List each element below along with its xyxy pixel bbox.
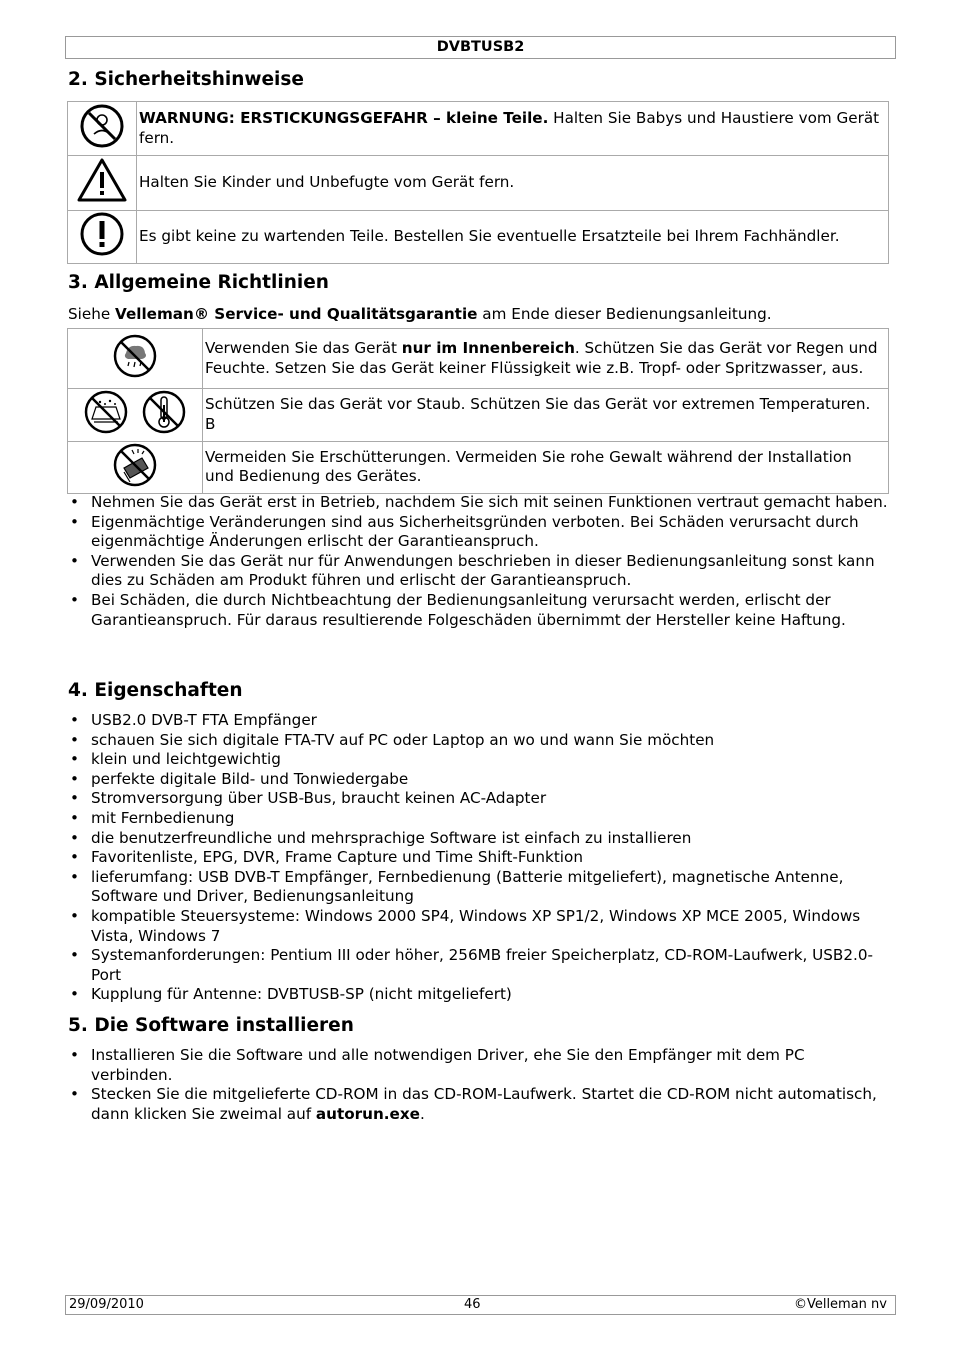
safety-table (67, 101, 889, 264)
no-extreme-temperature-icon (144, 392, 184, 432)
safety-text: Es gibt keine zu wartenden Teile. Bestellen Sie eventuelle Ersatzteile bei Ihrem Fachhändler. (137, 211, 889, 264)
list-item: • perfekte digitale Bild- und Tonwiedergabe (68, 770, 890, 790)
autorun-filename: autorun.exe (315, 1104, 420, 1123)
no-dust-icon (86, 392, 126, 432)
list-item: • Stecken Sie die mitgelieferte CD-ROM in das CD-ROM-Laufwerk. Startet die CD-ROM nicht automatisch, dann klicken Sie zweimal auf autorun.exe. (68, 1085, 890, 1124)
general-row (68, 441, 889, 494)
document-header (65, 36, 896, 59)
list-item: • Installieren Sie die Software und alle notwendigen Driver, ehe Sie den Empfänger mit dem PC verbinden. (68, 1046, 890, 1085)
footer-date: 29/09/2010 (69, 1297, 144, 1312)
general-bullet-list (68, 493, 890, 630)
general-row (68, 329, 889, 389)
safety-row (68, 102, 889, 156)
no-shock-icon (68, 441, 203, 494)
list-item: • Stromversorgung über USB-Bus, braucht keinen AC-Adapter (68, 789, 890, 809)
safety-text: Halten Sie Kinder und Unbefugte vom Gerät fern. (137, 156, 889, 211)
document-footer (65, 1295, 896, 1315)
dust-temperature-icons (68, 389, 203, 442)
general-row (68, 389, 889, 442)
list-item: • Kupplung für Antenne: DVBTUSB-SP (nicht mitgeliefert) (68, 985, 890, 1005)
page-number: 46 (464, 1297, 481, 1312)
exclamation-circle-icon (68, 211, 137, 264)
indoor-only-icon (68, 329, 203, 389)
list-item: • mit Fernbedienung (68, 809, 890, 829)
list-item: • lieferumfang: USB DVB-T Empfänger, Fernbedienung (Batterie mitgeliefert), magnetische Antenne, Software und Driver, Bedienungsanleitung (68, 868, 890, 907)
list-item: • schauen Sie sich digitale FTA-TV auf PC oder Laptop an wo und wann Sie möchten (68, 731, 890, 751)
features-bullet-list (68, 711, 890, 1005)
list-item: • die benutzerfreundliche und mehrsprachige Software ist einfach zu installieren (68, 829, 890, 849)
safety-text: WARNUNG: ERSTICKUNGSGEFAHR – kleine Teile. Halten Sie Babys und Haustiere vom Gerät fern. (137, 102, 889, 156)
model-number: DVBTUSB2 (436, 39, 525, 55)
warning-triangle-icon (68, 156, 137, 211)
general-text: Schützen Sie das Gerät vor Staub. Schützen Sie das Gerät vor extremen Temperaturen. B (203, 389, 889, 442)
list-item: • klein und leichtgewichtig (68, 750, 890, 770)
safety-row (68, 211, 889, 264)
general-text: Vermeiden Sie Erschütterungen. Vermeiden Sie rohe Gewalt während der Installation und Bedienung des Gerätes. (203, 441, 889, 494)
general-intro: Siehe Velleman® Service- und Qualitätsgarantie am Ende dieser Bedienungsanleitung. (68, 305, 772, 323)
section-title-software: 5. Die Software installieren (68, 1015, 354, 1036)
list-item: • Bei Schäden, die durch Nichtbeachtung der Bedienungsanleitung verursacht werden, erlischt der Garantieanspruch. Für daraus resultierende Folgeschäden übernimmt der Hersteller keine Haftung. (68, 591, 890, 630)
list-item: • Verwenden Sie das Gerät nur für Anwendungen beschrieben in dieser Bedienungsanleitung sonst kann dies zu Schäden am Produkt führen und erlischt der Garantieanspruch. (68, 552, 890, 591)
list-item: • Eigenmächtige Veränderungen sind aus Sicherheitsgründen verboten. Bei Schäden verursacht durch eigenmächtige Änderungen erlischt der Garantieanspruch. (68, 513, 890, 552)
general-table (67, 328, 889, 494)
general-text: Verwenden Sie das Gerät nur im Innenbereich. Schützen Sie das Gerät vor Regen und Feuchte. Setzen Sie das Gerät keiner Flüssigkeit wie z.B. Tropf- oder Spritzwasser, aus. (203, 329, 889, 389)
section-title-safety: 2. Sicherheitshinweise (68, 69, 304, 90)
safety-row (68, 156, 889, 211)
list-item: • Favoritenliste, EPG, DVR, Frame Capture und Time Shift-Funktion (68, 848, 890, 868)
software-bullet-list (68, 1046, 890, 1124)
list-item: • kompatible Steuersysteme: Windows 2000 SP4, Windows XP SP1/2, Windows XP MCE 2005, Windows Vista, Windows 7 (68, 907, 890, 946)
list-item: • Systemanforderungen: Pentium III oder höher, 256MB freier Speicherplatz, CD-ROM-Laufwerk, USB2.0-Port (68, 946, 890, 985)
section-title-features: 4. Eigenschaften (68, 680, 243, 701)
footer-copyright: ©Velleman nv (793, 1297, 887, 1312)
list-item: • USB2.0 DVB-T FTA Empfänger (68, 711, 890, 731)
section-title-general: 3. Allgemeine Richtlinien (68, 272, 329, 293)
no-small-parts-icon (68, 102, 137, 156)
list-item: • Nehmen Sie das Gerät erst in Betrieb, nachdem Sie sich mit seinen Funktionen vertraut gemacht haben. (68, 493, 890, 513)
